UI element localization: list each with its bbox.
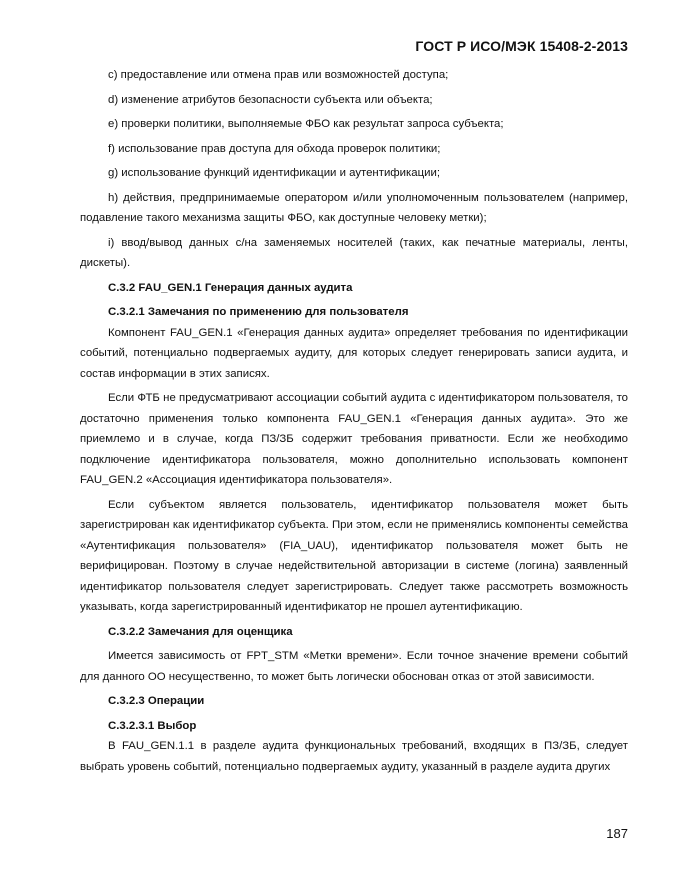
- page-content: [80, 65, 628, 781]
- list-item: е) проверки политики, выполняемые ФБО как результат запроса субъекта;: [108, 118, 504, 130]
- section-heading: С.3.2.3.1 Выбор: [108, 719, 197, 732]
- section-heading: С.3.2 FAU_GEN.1 Генерация данных аудита: [108, 281, 353, 294]
- list-item: f) использование прав доступа для обхода проверок политики;: [108, 142, 441, 155]
- list-item: g) использование функций идентификации и аутентификации;: [108, 167, 441, 179]
- body-paragraph: Имеется зависимость от FPT_STM «Метки времени». Если точное значение времени событий для данного ОО несущественно, то может быть логически обоснован отказ от этой зависимости.: [80, 650, 628, 683]
- section-heading: С.3.2.1 Замечания по применению для пользователя: [108, 306, 409, 318]
- list-item: с) предоставление или отмена прав или возможностей доступа;: [108, 69, 449, 81]
- body-paragraph: Если субъектом является пользователь, идентификатор пользователя может быть зарегистрирован как идентификатор субъекта. При этом, если не применялись компоненты семейства «Аутентификация пользователя» (FIA_UAU), идентификатор пользователя может быть не верифицирован. Поэтому в случае недействительной авторизации в системе (логина) заявленный идентификатор пользователя следует зарегистрировать. Следует также рассмотреть возможность указывать, когда зарегистрированный идентификатор не прошел аутентификацию.: [80, 498, 628, 613]
- body-paragraph: В FAU_GEN.1.1 в разделе аудита функциональных требований, входящих в ПЗ/ЗБ, следует выбрать уровень событий, потенциально подвергаемых аудиту, указанный в разделе аудита других: [80, 740, 628, 773]
- list-item: d) изменение атрибутов безопасности субъекта или объекта;: [108, 93, 433, 106]
- page-number: 187: [606, 826, 628, 841]
- section-heading: С.3.2.2 Замечания для оценщика: [108, 625, 293, 638]
- body-paragraph: Если ФТБ не предусматривают ассоциации событий аудита с идентификатором пользователя, то достаточно применения только компонента FAU_GEN.1 «Генерация данных аудита». Это же приемлемо и в случае, когда ПЗ/ЗБ содержит требования приватности. Если же необходимо подключение идентификатора пользователя, можно дополнительно использовать компонент FAU_GEN.2 «Ассоциация идентификатора пользователя».: [80, 392, 628, 486]
- list-item: h) действия, предпринимаемые оператором и/или уполномоченным пользователем (например, подавление такого механизма защиты ФБО, как доступные человеку метки);: [80, 191, 628, 224]
- body-paragraph: Компонент FAU_GEN.1 «Генерация данных аудита» определяет требования по идентификации событий, потенциально подвергаемых аудиту, для которых следует генерировать записи аудита, и состав информации в этих записях.: [80, 326, 628, 380]
- section-heading: С.3.2.3 Операции: [108, 695, 205, 707]
- list-item: i) ввод/вывод данных с/на заменяемых носителей (таких, как печатные материалы, ленты, дискеты).: [80, 236, 628, 269]
- page-header: ГОСТ Р ИСО/МЭК 15408-2-2013: [415, 38, 628, 54]
